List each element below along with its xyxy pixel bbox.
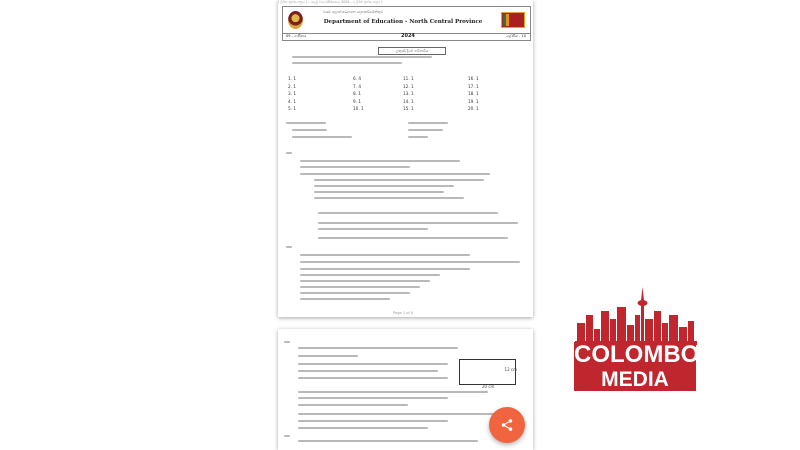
text-line	[298, 391, 488, 393]
text-line	[298, 397, 448, 399]
answer-item: 3. 1	[288, 91, 296, 96]
text-line	[300, 274, 440, 276]
text-line	[300, 160, 460, 162]
text-line	[318, 212, 498, 214]
subject-label: 09 - ගණිතය	[286, 33, 307, 38]
answer-item: 13. 1	[403, 91, 414, 96]
grade-label: ශ්‍රේණිය - 10	[506, 33, 526, 38]
text-line	[298, 420, 448, 422]
top-strip: ( ලිඛිත ප්‍රශ්ණ පත්‍රය ) -- පළමු වාර පරීක්ෂණය 2024 -- ( ලිඛිත ප්‍රශ්ණ පත්‍රය )	[278, 0, 383, 4]
text-line	[292, 56, 432, 58]
text-line	[300, 286, 420, 288]
text-line	[408, 129, 443, 131]
answer-item: 6. 4	[353, 76, 361, 81]
figure-label-width: 20 cm	[482, 384, 495, 389]
text-line	[300, 173, 490, 175]
brand-line-2: MEDIA	[574, 368, 696, 391]
exam-year: 2024	[401, 33, 415, 39]
text-line	[292, 62, 402, 64]
text-line	[298, 427, 428, 429]
rectangle-figure	[459, 359, 517, 389]
text-line	[314, 191, 444, 193]
answer-item: 7. 4	[353, 83, 361, 89]
text-line	[298, 377, 448, 379]
text-line	[298, 355, 358, 357]
answer-item: 19. 1	[468, 98, 479, 104]
text-line	[298, 370, 438, 372]
text-line	[300, 298, 390, 300]
page-footer: Page 1 of 4	[393, 311, 414, 315]
text-line	[286, 122, 326, 124]
text-line	[408, 122, 448, 124]
text-line	[298, 404, 408, 406]
text-line	[314, 185, 454, 187]
answer-item: 9. 1	[353, 98, 361, 104]
text-line	[286, 246, 292, 248]
text-line	[300, 261, 520, 263]
text-line	[292, 129, 327, 131]
answer-item: 15. 1	[403, 106, 414, 111]
answer-item: 2. 1	[288, 83, 296, 89]
answer-item: 16. 1	[468, 76, 479, 81]
answer-item: 11. 1	[403, 76, 414, 81]
text-line	[300, 254, 470, 256]
text-line	[298, 347, 458, 349]
text-line	[286, 152, 292, 154]
answer-item: 14. 1	[403, 98, 414, 104]
text-line	[318, 222, 518, 224]
text-line	[298, 440, 478, 442]
text-line	[298, 413, 498, 415]
text-line	[318, 228, 428, 230]
figure-label-height: 12 cm	[504, 367, 517, 372]
answer-item: 1. 1	[288, 76, 296, 81]
text-line	[314, 179, 484, 181]
text-line	[408, 136, 428, 138]
emblem-icon	[288, 11, 303, 29]
share-button[interactable]	[489, 407, 525, 443]
answer-item: 5. 1	[288, 106, 296, 111]
answer-item: 12. 1	[403, 83, 414, 89]
answer-item: 10. 1	[353, 106, 364, 111]
flag-icon	[501, 12, 525, 28]
document-page-1	[278, 0, 533, 317]
inner-title-box	[378, 47, 446, 55]
text-line	[284, 435, 290, 437]
exam-info-row	[282, 32, 531, 41]
header-sinhala-line: වයඹ පළාත් අධ්‍යාපන දෙපාර්තමේන්තුව	[323, 10, 383, 14]
answer-item: 8. 1	[353, 91, 361, 96]
text-line	[298, 363, 448, 365]
brand-line-1: COLOMBO	[574, 341, 700, 368]
answer-item: 18. 1	[468, 91, 479, 96]
document-header	[282, 6, 531, 34]
department-title: Department of Education - North Central Province	[323, 19, 483, 25]
answer-item: 17. 1	[468, 83, 479, 89]
text-line	[314, 197, 464, 199]
text-line	[284, 341, 290, 343]
answer-item: 4. 1	[288, 98, 296, 104]
text-line	[300, 292, 410, 294]
text-line	[300, 268, 470, 270]
share-icon	[500, 418, 514, 432]
inner-title: ලකුණු දීමේ පටිපාටිය	[395, 49, 429, 53]
text-line	[318, 237, 508, 239]
text-line	[300, 280, 430, 282]
text-line	[300, 166, 410, 168]
text-line	[292, 136, 352, 138]
answer-item: 20. 1	[468, 106, 479, 111]
